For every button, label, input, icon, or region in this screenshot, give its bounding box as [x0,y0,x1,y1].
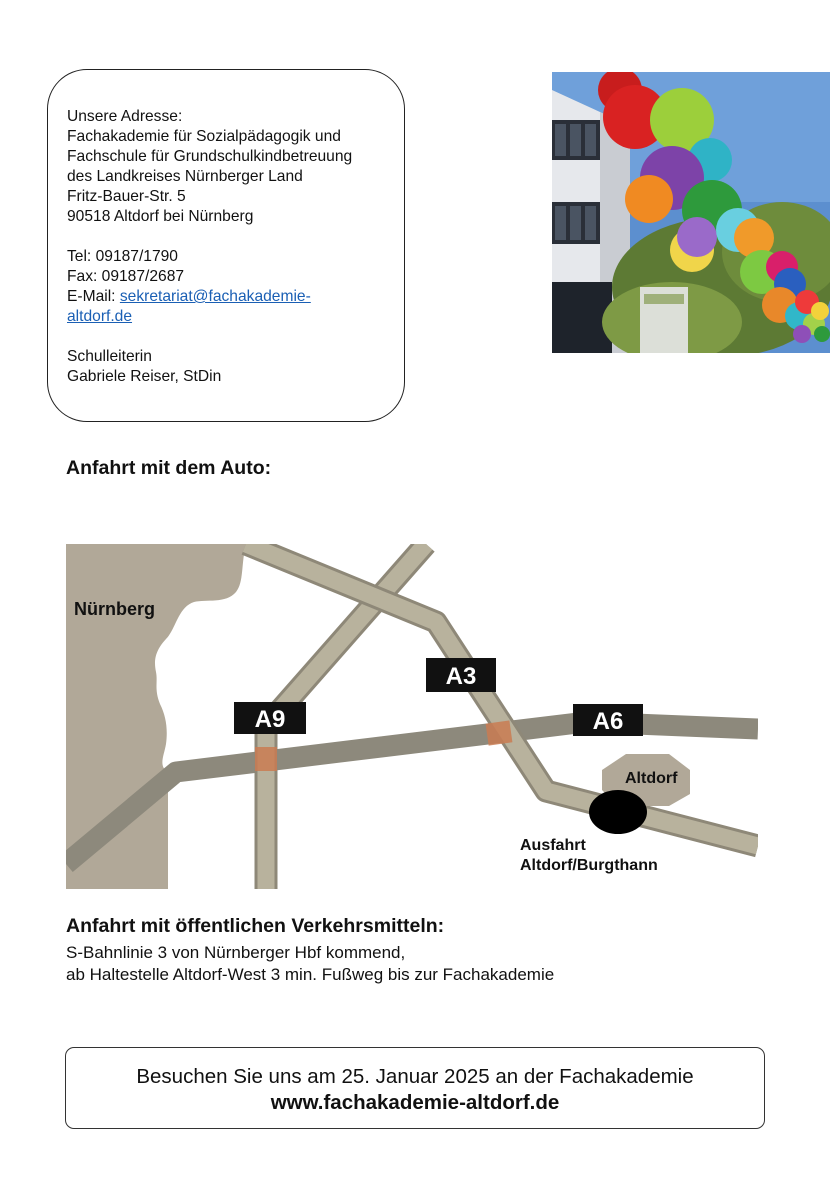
a3-a6-crossing [486,720,513,745]
balloon-photo-illustration [552,72,830,353]
exit-label-line-1: Ausfahrt [520,837,586,854]
exit-marker [589,790,647,834]
address-line-street: Fritz-Bauer-Str. 5 [67,188,186,205]
email-link-part-2[interactable]: altdorf.de [67,308,133,325]
a3-label: A3 [445,663,477,690]
address-box [47,69,405,422]
phone-number: Tel: 09187/1790 [67,248,178,265]
address-line-institution-1: Fachakademie für Sozialpädagogik und [67,128,341,145]
car-directions-heading: Anfahrt mit dem Auto: [66,457,272,479]
email-link-part-1[interactable]: sekretariat@fachakademie- [119,288,311,305]
visit-invitation-box [65,1047,765,1129]
email-row [67,287,404,307]
principal-role: Schulleiterin [67,348,152,365]
transit-line-2: ab Haltestelle Altdorf-West 3 min. Fußweg bis zur Fachakademie [66,965,555,984]
email-row-2 [67,307,404,327]
address-line-institution-2: Fachschule für Grundschulkindbetreuung [67,148,353,165]
exit-label-line-2: Altdorf/Burgthann [520,857,658,874]
city-label: Nürnberg [74,599,155,619]
road-map-graphic [66,544,758,889]
a3-road [246,544,758,846]
a9-label: A9 [254,706,286,733]
directions-map [66,544,758,889]
principal-name: Gabriele Reiser, StDin [67,368,222,385]
transit-directions [66,942,554,986]
transit-heading: Anfahrt mit öffentlichen Verkehrsmitteln: [66,915,445,937]
email-label: E-Mail: [67,288,116,305]
website-url[interactable]: www.fachakademie-altdorf.de [270,1091,560,1114]
address-heading: Unsere Adresse: [67,108,183,125]
town-label: Altdorf [625,770,678,787]
a9-a6-crossing [255,747,277,771]
visit-message: Besuchen Sie uns am 25. Januar 2025 an der Fachakademie [136,1065,694,1088]
transit-line-1: S-Bahnlinie 3 von Nürnberger Hbf kommend, [66,943,406,962]
a6-label: A6 [592,708,624,735]
fax-number: Fax: 09187/2687 [67,268,185,285]
address-line-city: 90518 Altdorf bei Nürnberg [67,208,254,225]
school-photo [552,72,830,353]
address-line-district: des Landkreises Nürnberger Land [67,168,303,185]
